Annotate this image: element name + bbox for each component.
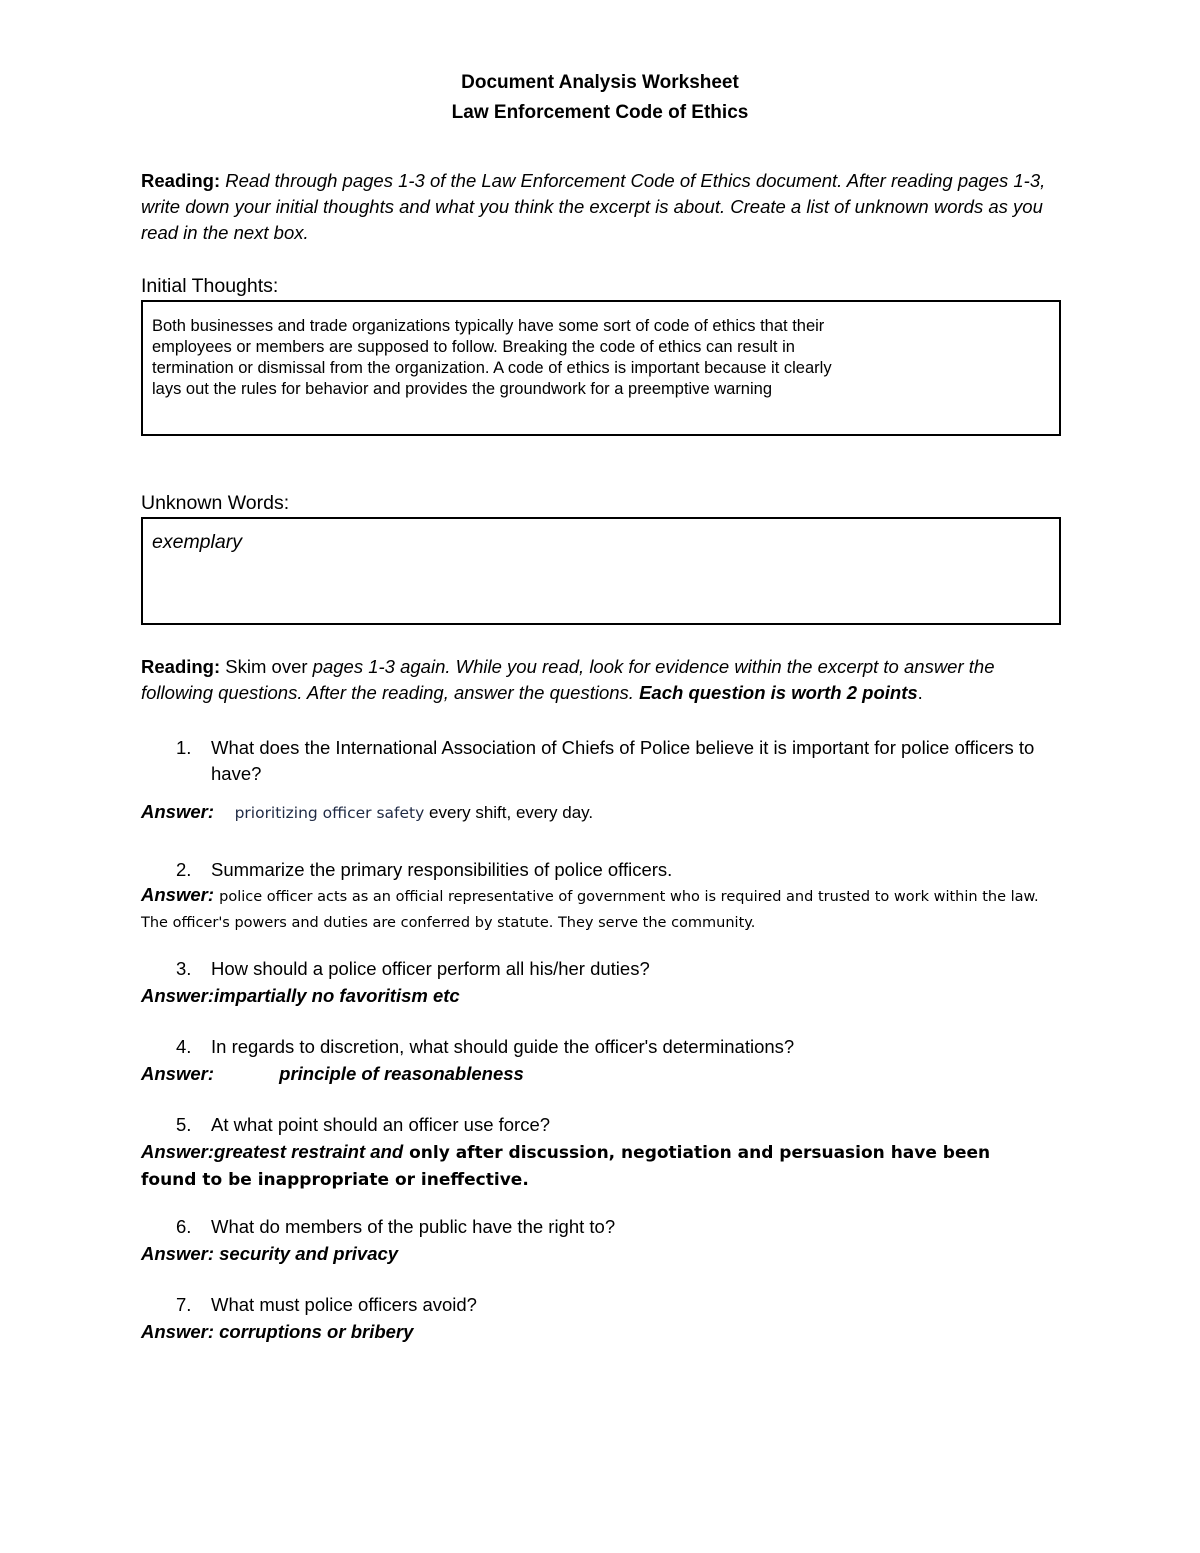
answer-label: Answer: [141,1243,214,1264]
question-number: 1. [176,737,192,758]
reading-label: Reading: [141,656,221,677]
reading-text-a: Skim over [220,656,313,677]
question-2 [176,857,1036,883]
question-5 [176,1112,1036,1138]
question-number: 2. [176,859,192,880]
question-text: Summarize the primary responsibilities of police officers. [211,859,673,880]
answer-6 [141,1241,1051,1267]
question-6 [176,1214,1036,1240]
answer-label: Answer: [141,985,214,1006]
question-text: What does the International Association of Chiefs of Police believe it is important for police officers to have? [211,737,1035,784]
answer-label: Answer: [141,1063,214,1084]
question-number: 6. [176,1216,192,1237]
answer-2 [141,883,1051,935]
points-note: Each question is worth 2 points [639,682,918,703]
answer-1 [141,799,1051,826]
question-number: 4. [176,1036,192,1057]
initial-thoughts-line: termination or dismissal from the organization. A code of ethics is important because it clearly [152,359,832,377]
answer-3 [141,983,1051,1009]
initial-thoughts-text [152,316,932,400]
question-text: What do members of the public have the right to? [211,1216,616,1237]
answer-label: Answer: [141,1321,214,1342]
initial-thoughts-line: lays out the rules for behavior and provides the groundwork for a preemptive warning [152,380,773,398]
reading-text: Read through pages 1-3 of the Law Enforcement Code of Ethics document. After reading pages 1-3, write down your initial thoughts and what you think the excerpt is about. Create a list of unknown words as you read in the next box. [141,170,1046,243]
answer-text-highlight: prioritizing officer safety [234,804,425,822]
question-number: 3. [176,958,192,979]
reading-text-b: pages 1-3 again. While you read, look for evidence within the excerpt to answer the following questions. After the reading, answer the questions. [141,656,995,703]
initial-thoughts-line: Both businesses and trade organizations typically have some sort of code of ethics that their [152,317,825,335]
question-text: How should a police officer perform all his/her duties? [211,958,650,979]
question-1 [176,735,1036,787]
answer-label: Answer: [141,801,214,822]
reading-text-end: . [917,682,923,703]
initial-thoughts-box[interactable] [141,300,1061,436]
question-number: 7. [176,1294,192,1315]
initial-thoughts-line: employees or members are supposed to follow. Breaking the code of ethics can result in [152,338,795,356]
question-4 [176,1034,1036,1060]
answer-text: corruptions or bribery [214,1321,414,1342]
question-text: In regards to discretion, what should guide the officer's determinations? [211,1036,795,1057]
reading-label: Reading: [141,170,221,191]
answer-text: principle of reasonableness [279,1063,524,1084]
answer-7 [141,1319,1051,1345]
answer-text-b: only after discussion, negotiation and persuasion have been found to be inappropriate or ineffective. [141,1143,991,1190]
question-3 [176,956,1036,982]
answer-text: every shift, every day. [424,803,594,822]
answer-4 [141,1061,1051,1087]
answer-text-a: greatest restraint and [214,1141,404,1162]
question-text: What must police officers avoid? [211,1294,477,1315]
answer-5 [141,1139,1051,1193]
unknown-words-text: exemplary [152,531,242,553]
question-text: At what point should an officer use force? [211,1114,551,1135]
unknown-words-label: Unknown Words: [141,492,290,514]
answer-label: Answer: [141,1141,214,1162]
unknown-words-box[interactable] [141,517,1061,625]
answer-text: impartially no favoritism etc [214,985,460,1006]
reading-instructions-1 [141,168,1061,246]
document-title: Document Analysis Worksheet [461,72,739,93]
document-subtitle: Law Enforcement Code of Ethics [451,102,749,123]
question-7 [176,1292,1036,1318]
answer-label: Answer: [141,884,214,905]
question-number: 5. [176,1114,192,1135]
reading-instructions-2 [141,654,1061,706]
answer-text: security and privacy [214,1243,399,1264]
answer-text: police officer acts as an official representative of government who is required and trusted to work within the law. The officer's powers and duties are conferred by statute. They serve the community. [141,889,1039,931]
initial-thoughts-label: Initial Thoughts: [141,275,279,297]
